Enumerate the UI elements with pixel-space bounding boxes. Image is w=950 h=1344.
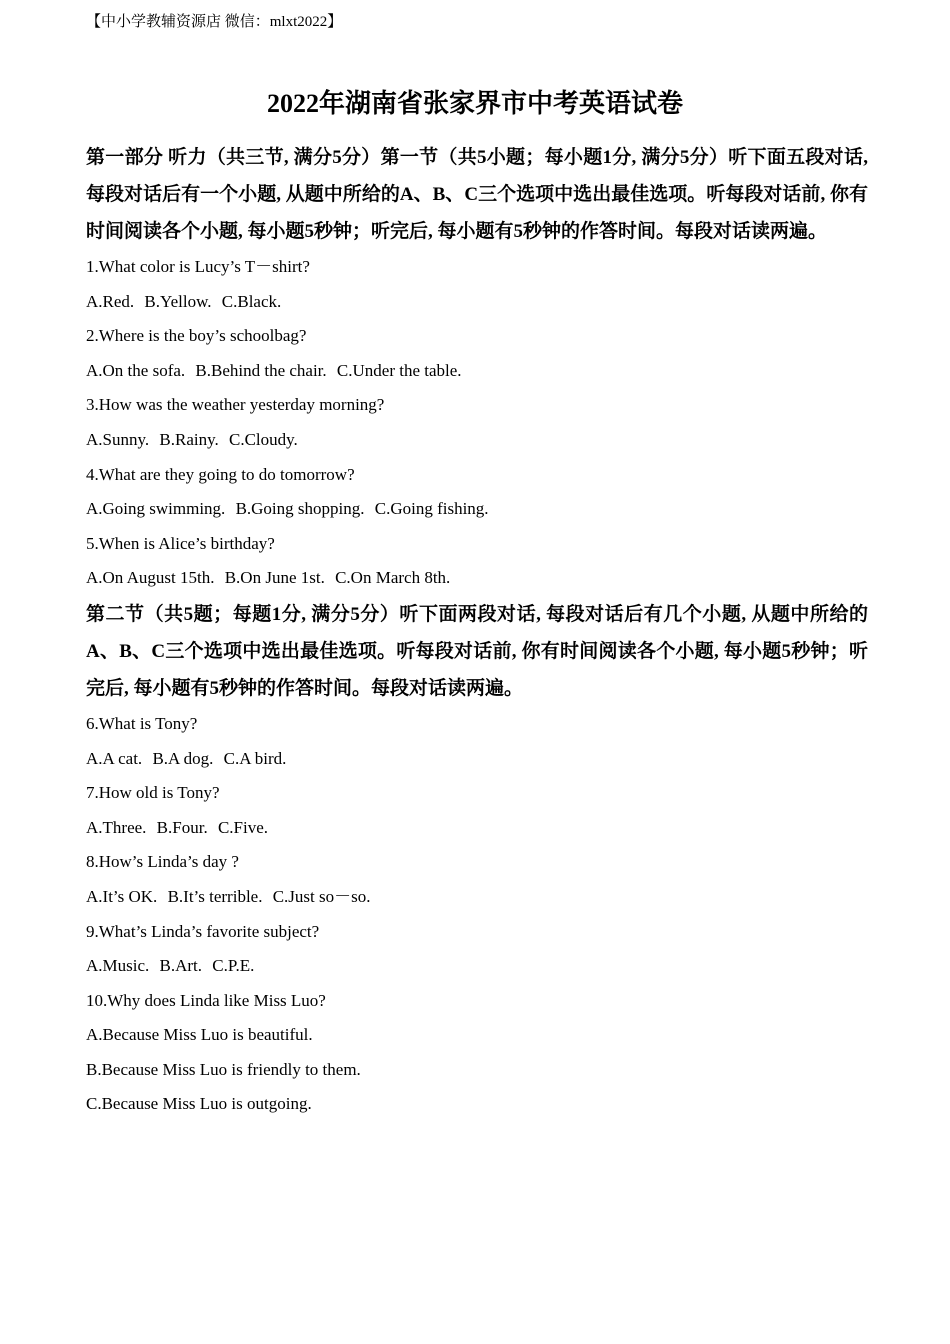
question-10: 10.Why does Linda like Miss Luo? <box>86 990 326 1010</box>
option-c: C.Going fishing. <box>374 499 489 519</box>
question-8: 8.How’s Linda’s day ? <box>86 852 239 872</box>
question-9: 9.What’s Linda’s favorite subject? <box>86 921 320 941</box>
question-6: 6.What is Tony? <box>86 713 198 733</box>
option-b: B.Yellow. <box>144 291 212 311</box>
option-c: C.Under the table. <box>336 360 462 380</box>
option-a: A.On August 15th. <box>86 568 215 588</box>
option-b: B.Four. <box>156 817 208 837</box>
option-a: A.On the sofa. <box>86 360 186 380</box>
options-8 <box>86 880 868 915</box>
question-7: 7.How old is Tony? <box>86 783 220 803</box>
option-c: C.On March 8th. <box>335 568 451 588</box>
option-b: B.It’s terrible. <box>167 886 263 906</box>
option-c: C.Black. <box>221 291 282 311</box>
header-note: 【中小学教辅资源店 微信：mlxt2022】 <box>86 14 343 30</box>
options-10 <box>86 1018 868 1122</box>
option-b: B.Going shopping. <box>235 499 365 519</box>
options-1 <box>86 285 868 320</box>
option-a: A.Red. <box>86 291 135 311</box>
option-b: B.Behind the chair. <box>195 360 327 380</box>
option-a: A.Music. <box>86 956 150 976</box>
section-intro-part2: 第二节（共5题；每题1分, 满分5分）听下面两段对话, 每段对话后有几个小题, 从题中所给的A、B、C三个选项中选出最佳选项。听每段对话前, 你有时间阅读各个小题, 每小题5秒钟；听完后, 每小题有5秒钟的作答时间。每段对话读两遍。 <box>86 603 868 699</box>
option-b: B.Rainy. <box>159 429 219 449</box>
options-6 <box>86 742 868 777</box>
option-b: B.Art. <box>159 956 203 976</box>
question-2: 2.Where is the boy’s schoolbag? <box>86 326 307 346</box>
option-a: A.Because Miss Luo is beautiful. <box>86 1025 313 1045</box>
options-4 <box>86 492 868 527</box>
question-1: 1.What color is Lucy’s T－shirt? <box>86 257 310 276</box>
question-4: 4.What are they going to do tomorrow? <box>86 464 355 484</box>
page-title: 2022年湖南省张家界市中考英语试卷 <box>266 89 683 118</box>
option-a: A.It’s OK. <box>86 886 158 906</box>
option-b: B.On June 1st. <box>224 568 325 588</box>
option-c: C.A bird. <box>223 748 287 768</box>
option-b: B.Because Miss Luo is friendly to them. <box>86 1059 361 1079</box>
options-2 <box>86 354 868 389</box>
option-a: A.Going swimming. <box>86 499 226 519</box>
option-a: A.Sunny. <box>86 429 150 449</box>
exam-content <box>86 139 868 1122</box>
question-3: 3.How was the weather yesterday morning? <box>86 395 385 415</box>
option-a: A.A cat. <box>86 748 143 768</box>
option-c: C.Just so－so. <box>272 886 371 906</box>
options-9 <box>86 949 868 984</box>
option-c: C.Five. <box>217 817 269 837</box>
option-a: A.Three. <box>86 817 147 837</box>
options-5 <box>86 561 868 596</box>
options-7 <box>86 811 868 846</box>
option-b: B.A dog. <box>152 748 214 768</box>
options-3 <box>86 423 868 458</box>
question-5: 5.When is Alice’s birthday? <box>86 533 275 553</box>
section-intro-part1: 第一部分 听力（共三节, 满分5分）第一节（共5小题；每小题1分, 满分5分）听下面五段对话, 每段对话后有一个小题, 从题中所给的A、B、C三个选项中选出最佳选项。听每段对话前, 你有时间阅读各个小题, 每小题5秒钟；听完后, 每小题有5秒钟的作答时间。每段对话读两遍。 <box>86 147 868 242</box>
option-c: C.P.E. <box>212 956 255 976</box>
option-c: C.Because Miss Luo is outgoing. <box>86 1094 312 1114</box>
option-c: C.Cloudy. <box>228 429 298 449</box>
